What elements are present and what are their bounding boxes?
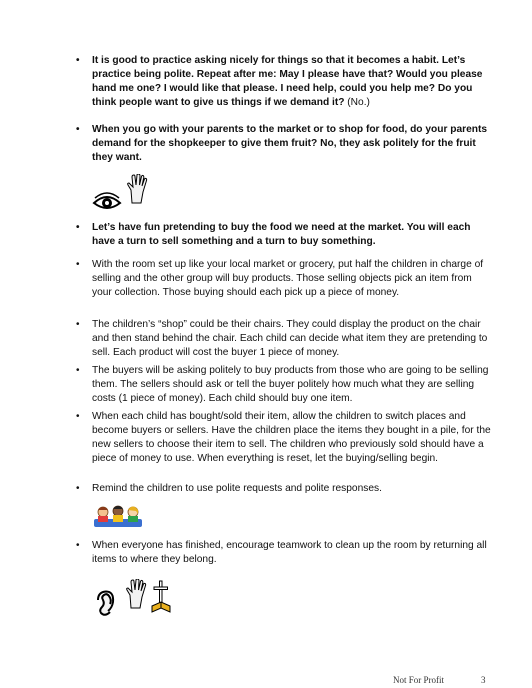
bullet-marker: • — [76, 365, 80, 376]
bullet-marker: • — [76, 124, 80, 135]
bullet-item-room-setup — [76, 258, 492, 300]
bullet-text: With the room set up like your local market or grocery, put half the children in charge of selling and the other group will buy products. Those selling objects pick an item from your collection. Those buying should each pick up a piece of money. — [92, 259, 484, 298]
bullet-text: Let’s have fun pretending to buy the food we need at the market. You will each have a turn to sell something and a turn to buy something. — [92, 222, 471, 247]
bullet-item-polite-practice — [76, 54, 492, 110]
bullet-item-pretend-market — [76, 221, 492, 249]
bullet-item-cleanup — [76, 539, 492, 567]
bullet-text: The buyers will be asking politely to buy products from those who are going to be selling them. The sellers should ask or tell the buyer politely how much what they are selling costs (1 piece of money). Each child should buy one item. — [92, 365, 489, 404]
bullet-marker: • — [76, 540, 80, 551]
bullet-answer: (No.) — [344, 97, 370, 108]
bullet-text: The children’s “shop” could be their chairs. They could display the product on the chair and then stand behind the chair. Each child can decide what item they are pretending to sell. Each product will cost the buyer 1 piece of money. — [92, 319, 488, 358]
bullet-text: When each child has bought/sold their item, allow the children to switch places and become buyers or sellers. Have the children place the items they bought in a pile, for the new sellers to choose their item to sell. The children who previously sold should have a piece of money to use. When everything is reset, let the buying/selling begin. — [92, 411, 491, 464]
bullet-text: It is good to practice asking nicely for things so that it becomes a habit. Let’s practice being polite. Repeat after me: May I please have that? Would you please hand me one? I would like that please. I need help, could you help me? Do you think people want to give us things if we demand it? — [92, 55, 483, 108]
ear-icon — [95, 590, 115, 618]
bullet-item-market-parents — [76, 123, 492, 165]
bullet-marker: • — [76, 483, 80, 494]
bullet-item-switch-places — [76, 410, 492, 466]
page-number: 3 — [481, 675, 486, 685]
footer-label: Not For Profit — [393, 675, 445, 685]
bullet-marker: • — [76, 222, 80, 233]
bullet-item-childrens-shop — [76, 318, 492, 360]
cross-bible-icon — [150, 580, 172, 614]
children-group-icon — [93, 502, 143, 528]
hand-icon — [126, 174, 148, 204]
bullet-marker: • — [76, 319, 80, 330]
hand-icon — [125, 579, 147, 609]
bullet-text: When you go with your parents to the market or to shop for food, do your parents demand for the shopkeeper to give them fruit? No, they ask politely for the fruit they want. — [92, 124, 488, 163]
bullet-item-remind-polite — [76, 482, 492, 496]
bullet-text: Remind the children to use polite requests and polite responses. — [92, 483, 382, 494]
bullet-item-buyers-sellers — [76, 364, 492, 406]
bullet-marker: • — [76, 411, 80, 422]
bullet-marker: • — [76, 259, 80, 270]
bullet-marker: • — [76, 55, 80, 66]
bullet-text: When everyone has finished, encourage teamwork to clean up the room by returning all items to where they belong. — [92, 540, 487, 565]
eye-icon — [92, 190, 122, 214]
